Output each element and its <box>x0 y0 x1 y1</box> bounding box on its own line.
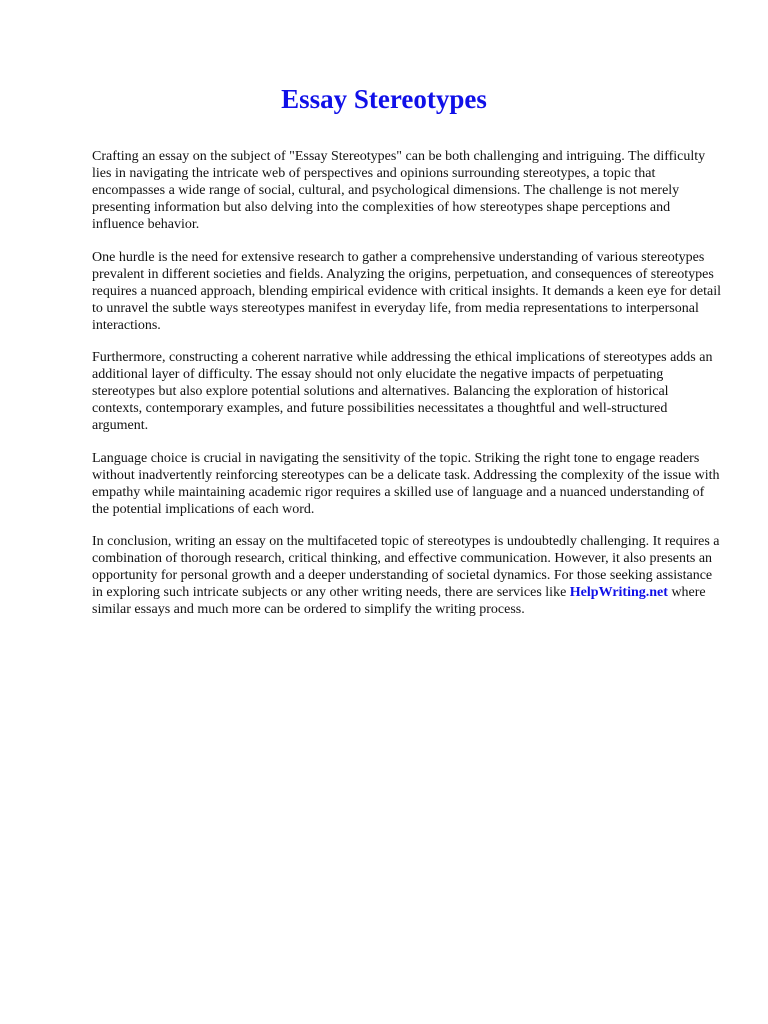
paragraph-2: One hurdle is the need for extensive research to gather a comprehensive understanding of various stereotypes prevalent in different societies and fields. Analyzing the origins, perpetuation, and consequences of stereotypes requires a nuanced approach, blending empirical evidence with critical insights. It demands a keen eye for detail to unravel the subtle ways stereotypes manifest in everyday life, from media representations to interpersonal interactions. <box>92 249 721 333</box>
document-body <box>92 148 722 618</box>
paragraph-3: Furthermore, constructing a coherent narrative while addressing the ethical implications of stereotypes adds an additional layer of difficulty. The essay should not only elucidate the negative impacts of perpetuating stereotypes but also explore potential solutions and alternatives. Balancing the exploration of historical contexts, contemporary examples, and future possibilities necessitates a thoughtful and well-structured argument. <box>92 350 713 433</box>
paragraph-4: Language choice is crucial in navigating the sensitivity of the topic. Striking the right tone to engage readers without inadvertently reinforcing stereotypes can be a delicate task. Addressing the complexity of the issue with empathy while maintaining academic rigor requires a skilled use of language and a nuanced understanding of the potential implications of each word. <box>92 450 720 517</box>
paragraph-1: Crafting an essay on the subject of "Essay Stereotypes" can be both challenging and intriguing. The difficulty lies in navigating the intricate web of perspectives and opinions surrounding stereotypes, a topic that encompasses a wide range of social, cultural, and psychological dimensions. The challenge is not merely presenting information but also delving into the complexities of how stereotypes shape perceptions and influence behavior. <box>92 149 706 232</box>
conclusion-text-before-link: In conclusion, writing an essay on the multifaceted topic of stereotypes is undoubtedly challenging. It requires a combination of thorough research, critical thinking, and effective communication. However, it also presents an opportunity for personal growth and a deeper understanding of societal dynamics. For those seeking assistance in exploring such intricate subjects or any other writing needs, there are services like <box>92 534 720 600</box>
helpwriting-link[interactable]: HelpWriting.net <box>569 585 668 600</box>
paragraph-conclusion <box>92 533 722 618</box>
conclusion-text-after-link: where similar essays and much more can be ordered to simplify the writing process. <box>92 585 706 617</box>
document-title: Essay Stereotypes <box>281 84 487 114</box>
